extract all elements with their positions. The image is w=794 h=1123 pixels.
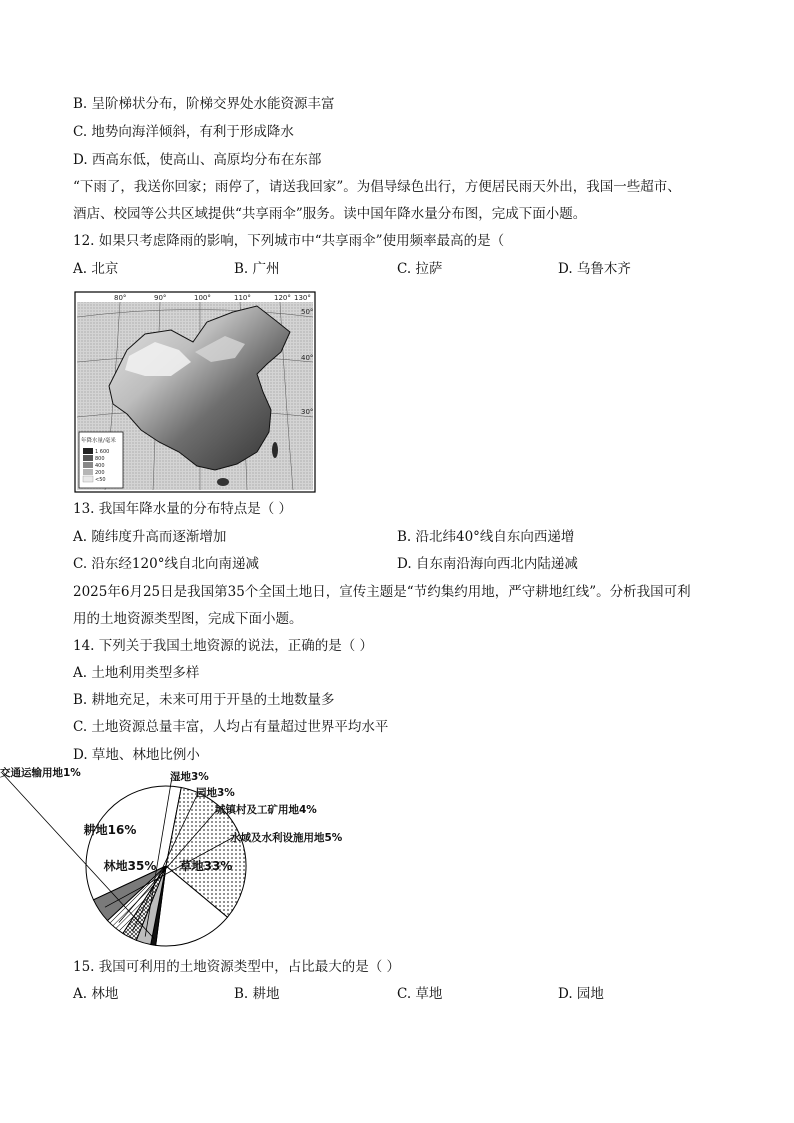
- pie-slice-label: 园地3%: [196, 787, 235, 799]
- taiwan-island: [272, 442, 278, 458]
- map-latitude-label: 50°: [301, 308, 314, 316]
- map-longitude-label: 90°: [154, 294, 167, 302]
- q15-option-d: D. 园地: [558, 986, 604, 1002]
- pie-slice-label: 耕地16%: [83, 823, 137, 837]
- hainan-island: [217, 478, 229, 486]
- precipitation-map-svg: [75, 292, 315, 492]
- map-latitude-label: 30°: [301, 408, 314, 416]
- map-legend-value: 200: [95, 470, 105, 476]
- question-14: 14. 下列关于我国土地资源的说法，正确的是（ ）: [73, 638, 374, 654]
- question-13: 13. 我国年降水量的分布特点是（ ）: [73, 501, 293, 517]
- passage-rain-2: 酒店、校园等公共区域提供“共享雨伞”服务。读中国年降水量分布图，完成下面小题。: [73, 206, 587, 222]
- map-longitude-label: 80°: [114, 294, 127, 302]
- map-longitude-label: 110°: [234, 294, 251, 302]
- pie-slice-label: 草地33%: [179, 859, 233, 873]
- pie-slice-label: 湿地3%: [170, 771, 209, 783]
- map-longitude-label: 130°: [294, 294, 311, 302]
- text-line-c: C. 地势向海洋倾斜，有利于形成降水: [73, 124, 294, 140]
- q13-option-a: A. 随纬度升高而逐渐增加: [73, 529, 227, 545]
- q15-option-a: A. 林地: [73, 986, 119, 1002]
- q13-option-d: D. 自东南沿海向西北内陆递减: [397, 556, 578, 572]
- map-longitude-label: 120°: [274, 294, 291, 302]
- q15-option-c: C. 草地: [397, 986, 443, 1002]
- passage-land-1: 2025年6月25日是我国第35个全国土地日，宣传主题是“节约集约用地，严守耕地红线”。分析我国可利: [73, 584, 691, 600]
- map-longitude-label: 100°: [194, 294, 211, 302]
- text-line-b: B. 呈阶梯状分布，阶梯交界处水能资源丰富: [73, 96, 335, 112]
- map-legend-value: 1 600: [95, 449, 110, 455]
- text-line-d: D. 西高东低，使高山、高原均分布在东部: [73, 152, 322, 168]
- pie-slice-label: 林地35%: [103, 859, 157, 873]
- passage-rain-1: “下雨了，我送你回家；雨停了，请送我回家”。为倡导绿色出行，方便居民雨天外出，我国一些超市、: [73, 179, 681, 195]
- pie-slice-label: 城镇村及工矿用地4%: [215, 804, 317, 816]
- q13-option-b: B. 沿北纬40°线自东向西递增: [397, 529, 575, 545]
- pie-slice-label: 水域及水利设施用地5%: [230, 832, 343, 844]
- q12-option-a: A. 北京: [73, 261, 119, 277]
- q14-option-d: D. 草地、林地比例小: [73, 747, 200, 763]
- map-legend-title: 年降水量/毫米: [81, 438, 116, 444]
- land-use-pie-svg: [0, 767, 378, 948]
- question-12: 12. 如果只考虑降雨的影响，下列城市中“共享雨伞”使用频率最高的是（: [73, 233, 505, 249]
- passage-land-2: 用的土地资源类型图，完成下面小题。: [73, 611, 303, 627]
- q12-option-d: D. 乌鲁木齐: [558, 261, 631, 277]
- q14-option-b: B. 耕地充足，未来可用于开垦的土地数量多: [73, 692, 335, 708]
- precipitation-map: [75, 292, 315, 492]
- q14-option-c: C. 土地资源总量丰富，人均占有量超过世界平均水平: [73, 719, 389, 735]
- map-latitude-label: 40°: [301, 354, 314, 362]
- land-use-pie-chart: [0, 767, 378, 948]
- q15-option-b: B. 耕地: [234, 986, 280, 1002]
- q12-option-b: B. 广州: [234, 261, 280, 277]
- map-legend-value: 800: [95, 456, 105, 462]
- q13-option-c: C. 沿东经120°线自北向南递减: [73, 556, 259, 572]
- map-legend-value: 400: [95, 463, 105, 469]
- q12-option-c: C. 拉萨: [397, 261, 443, 277]
- question-15: 15. 我国可利用的土地资源类型中，占比最大的是（ ）: [73, 959, 401, 975]
- q14-option-a: A. 土地利用类型多样: [73, 665, 200, 681]
- map-legend-value: <50: [95, 477, 106, 483]
- pie-slice-label: 交通运输用地1%: [0, 767, 81, 779]
